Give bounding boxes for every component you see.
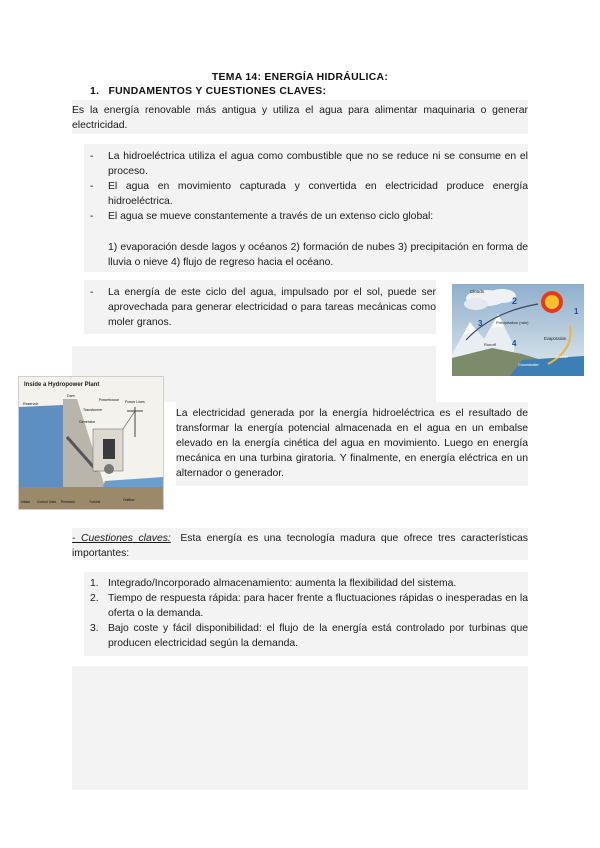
hydropower-plant-image [18,376,164,510]
item-number: 2. [90,593,99,604]
water-cycle-illustration [452,284,584,376]
document-title: TEMA 14: ENERGÍA HIDRÁULICA: [211,72,389,83]
wc-label-ocean: Ocean [556,354,568,359]
bullet-text-3: El agua se mueve constantemente a través de un extenso ciclo global: [108,211,434,222]
hydro-label-generator: Generator [79,420,96,424]
section-heading-text: FUNDAMENTOS Y CUESTIONES CLAVES: [108,86,327,97]
bullet-dash: - [90,181,94,192]
hydro-title: Inside a Hydropower Plant [24,382,100,388]
hydro-label-powerhouse: Powerhouse [99,398,119,402]
numbered-text-1: Integrado/Incorporado almacenamiento: aumenta la flexibilidad del sistema. [108,578,457,589]
wc-number-1: 1 [574,307,579,316]
hydro-label-penstock: Penstock [61,500,75,504]
wc-label-ground: Groundwater [518,363,539,367]
intro-paragraph: Es la energía renovable más antigua y utiliza el agua para alimentar maquinaria o generar electricidad. [72,105,528,131]
item-number: 1. [90,578,99,589]
section-heading [90,86,326,97]
bullet-text-1: La hidroeléctrica utiliza el agua como combustible que no se reduce ni se consume en el proceso. [108,151,528,177]
cycle-steps: 1) evaporación desde lagos y océanos 2) formación de nubes 3) precipitación en forma de lluvia o nieve 4) flujo de regreso hacia el océano. [108,242,528,268]
wc-number-2: 2 [512,296,518,306]
key-issues-label: - Cuestiones claves: [72,533,171,544]
wc-label-clouds: Clouds [470,289,485,294]
hydropower-illustration [19,377,163,509]
key-issues-paragraph [72,531,528,561]
numbered-item [90,591,528,621]
bullet-item [90,179,528,209]
shade-bottom [72,666,528,790]
bullet-dash: - [90,151,94,162]
hydro-label-dam: Dam [67,394,75,398]
hydro-label-reservoir: Reservoir [23,402,39,406]
key-issues-text: Esta energía es una tecnología madura que ofrece tres características importantes: [72,533,528,559]
numbered-text-2: Tiempo de respuesta rápida: para hacer frente a fluctuaciones rápidas o inesperadas en la oferta o la demanda. [108,593,528,619]
hydro-paragraph: La electricidad generada por la energía hidroeléctrica es el resultado de transformar la energía potencial almacenada en el agua en un embalse elevado en la energía cinética del agua en movimiento. Luego en energía mecánica en una turbina giratoria. Y finalmente, en energía eléctrica en un alternador o generador. [176,408,528,479]
wc-label-evap: Evaporation [544,336,567,341]
section-number: 1. [90,86,100,97]
bullet-dash: - [90,211,94,222]
wc-label-runoff: Runoff [484,342,496,347]
bullet-dash: - [90,287,94,298]
water-cycle-image [452,284,584,376]
numbered-item [90,576,528,591]
wc-number-3: 3 [478,319,483,328]
bullet-item [90,149,528,179]
wc-number-4: 4 [512,339,517,348]
hydro-label-outflow: Outflow [123,498,135,502]
hydro-label-control-gate: Control Gate [37,500,57,504]
hydro-label-transformer: Transformer [83,408,103,412]
hydro-label-turbine: Turbine [89,500,101,504]
bullet-text-4: La energía de este ciclo del agua, impulsado por el sol, puede ser aprovechada para generar electricidad o para tareas mecánicas como moler granos. [108,287,436,328]
bullet-item [90,285,436,330]
hydro-label-power-lines: Power Lines [125,400,145,404]
numbered-text-3: Bajo coste y fácil disponibilidad: el flujo de la energía está controlado por turbinas que producen electricidad según la demanda. [108,623,528,649]
bullet-item [90,209,528,224]
sun-icon [541,291,563,313]
numbered-item [90,621,528,651]
bullet-text-2: El agua en movimiento capturada y convertida en electricidad produce energía hidroeléctrica. [108,181,528,207]
hydro-label-intake: Intake [21,500,31,504]
wc-label-precip: Precipitation (rain) [496,320,529,325]
item-number: 3. [90,623,99,634]
